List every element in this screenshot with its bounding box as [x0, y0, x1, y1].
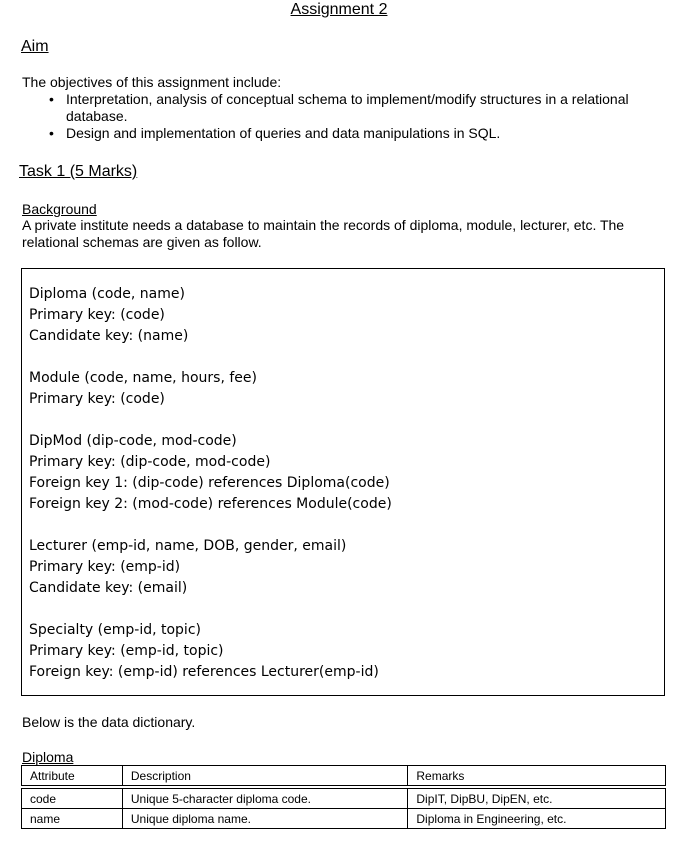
schema-line: Candidate key: (email)	[29, 580, 188, 596]
bullet-icon: •	[49, 125, 54, 141]
schema-line: Foreign key: (emp-id) references Lecturer(emp-id)	[29, 664, 379, 680]
bullet-icon: •	[49, 91, 54, 107]
background-heading: Background	[22, 201, 97, 217]
schema-line: Primary key: (emp-id, topic)	[29, 643, 224, 659]
data-dictionary-intro: Below is the data dictionary.	[22, 714, 196, 730]
table-header-row	[22, 766, 666, 786]
table-cell: DipIT, DipBU, DipEN, etc.	[408, 789, 666, 809]
table-row	[22, 789, 666, 809]
table-cell: Unique 5-character diploma code.	[122, 789, 408, 809]
schema-dipmod	[29, 431, 392, 515]
schema-line: Primary key: (emp-id)	[29, 559, 181, 575]
list-item	[22, 91, 642, 124]
relational-schema-box	[21, 268, 665, 696]
objectives-list	[22, 91, 642, 143]
objectives-intro: The objectives of this assignment include:	[22, 74, 282, 90]
schema-line: Candidate key: (name)	[29, 328, 189, 344]
schema-line: Primary key: (code)	[29, 391, 165, 407]
schema-module	[29, 368, 392, 410]
background-text: A private institute needs a database to maintain the records of diploma, module, lecturer, etc. The relational schemas are given as follow.	[22, 217, 625, 250]
schema-line: Foreign key 2: (mod-code) references Module(code)	[29, 496, 392, 512]
schema-line: Primary key: (code)	[29, 307, 165, 323]
schema-diploma	[29, 284, 392, 347]
schema-line: Specialty (emp-id, topic)	[29, 622, 201, 638]
schema-line: Module (code, name, hours, fee)	[29, 370, 257, 386]
header-description: Description	[122, 766, 408, 786]
header-remarks: Remarks	[408, 766, 666, 786]
diploma-dictionary-table	[21, 765, 666, 829]
diploma-table-label: Diploma	[22, 749, 74, 765]
table-cell: Unique diploma name.	[122, 809, 408, 829]
list-item	[22, 125, 642, 142]
schema-line: Foreign key 1: (dip-code) references Diploma(code)	[29, 475, 390, 491]
objective-text: Interpretation, analysis of conceptual schema to implement/modify structures in a relational database.	[66, 91, 629, 124]
task-heading: Task 1 (5 Marks)	[19, 163, 138, 180]
objective-text: Design and implementation of queries and data manipulations in SQL.	[66, 125, 501, 141]
table-cell: code	[22, 789, 123, 809]
schema-line: Primary key: (dip-code, mod-code)	[29, 454, 271, 470]
schema-specialty	[29, 620, 392, 683]
schema-line: DipMod (dip-code, mod-code)	[29, 433, 237, 449]
table-row	[22, 809, 666, 829]
schema-lecturer	[29, 536, 392, 599]
aim-heading: Aim	[21, 38, 49, 55]
table-cell: Diploma in Engineering, etc.	[408, 809, 666, 829]
schema-line: Lecturer (emp-id, name, DOB, gender, email)	[29, 538, 347, 554]
header-attribute: Attribute	[22, 766, 123, 786]
table-cell: name	[22, 809, 123, 829]
document-title: Assignment 2	[290, 1, 388, 18]
schema-line: Diploma (code, name)	[29, 286, 185, 302]
